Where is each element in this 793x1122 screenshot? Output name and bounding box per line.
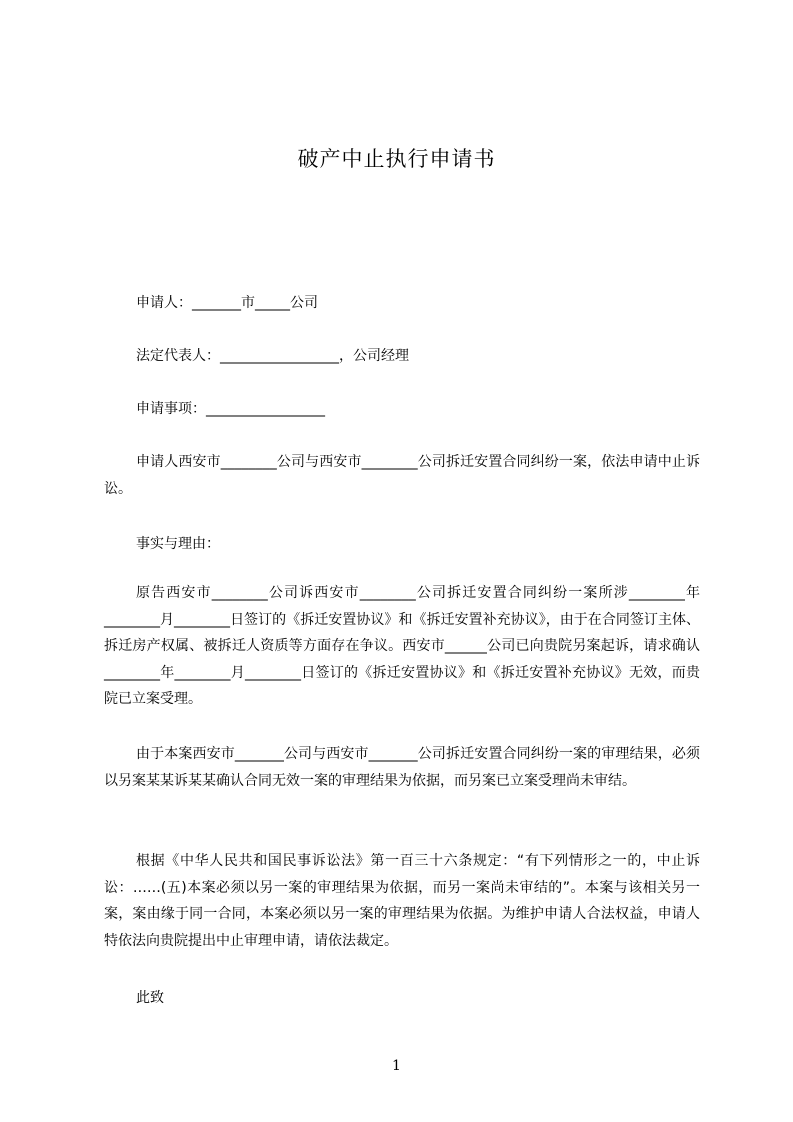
page-number: 1 (392, 1058, 401, 1074)
reason-paragraph: 由于本案西安市_______公司与西安市_______公司拆迁安置合同纠纷一案的审理结果，必须以另案某某诉某某确认合同无效一案的审理结果为依据，而另案已立案受理尚未审结。 (104, 746, 700, 789)
facts-heading: 事实与理由： (136, 536, 220, 552)
applicant-line: 申请人：_______市_____公司 (136, 295, 318, 311)
legal-representative-line: 法定代表人：_________________，公司经理 (136, 348, 409, 364)
facts-paragraph: 原告西安市________公司诉西安市________公司拆迁安置合同纠纷一案所涉________年________月________日签订的《拆迁安置协议》和《拆迁安置补充协议》，由于在合同签订主体、拆迁房产权属、被拆迁人资质等方面存在争议。西安市______公司已向贵院另案起诉，请求确认________年________月________日签订的《拆迁安置协议》和《拆迁安置补充协议》无效，而贵院已立案受理。 (104, 585, 700, 707)
legal-basis-paragraph: 根据《中华人民共和国民事诉讼法》第一百三十六条规定：“有下列情形之一的，中止诉讼：……(五)本案必须以另一案的审理结果为依据，而另一案尚未审结的”。本案与该相关另一案，案由缘于同一合同，本案必须以另一案的审理结果为依据。为维护申请人合法权益，申请人特依法向贵院提出中止审理申请，请依法裁定。 (104, 853, 700, 949)
application-matter-line: 申请事项：_________________ (136, 401, 325, 417)
closing-salutation: 此致 (136, 990, 164, 1006)
request-paragraph: 申请人西安市________公司与西安市________公司拆迁安置合同纠纷一案，依法申请中止诉讼。 (104, 454, 700, 497)
document-title: 破产中止执行申请书 (297, 147, 496, 171)
